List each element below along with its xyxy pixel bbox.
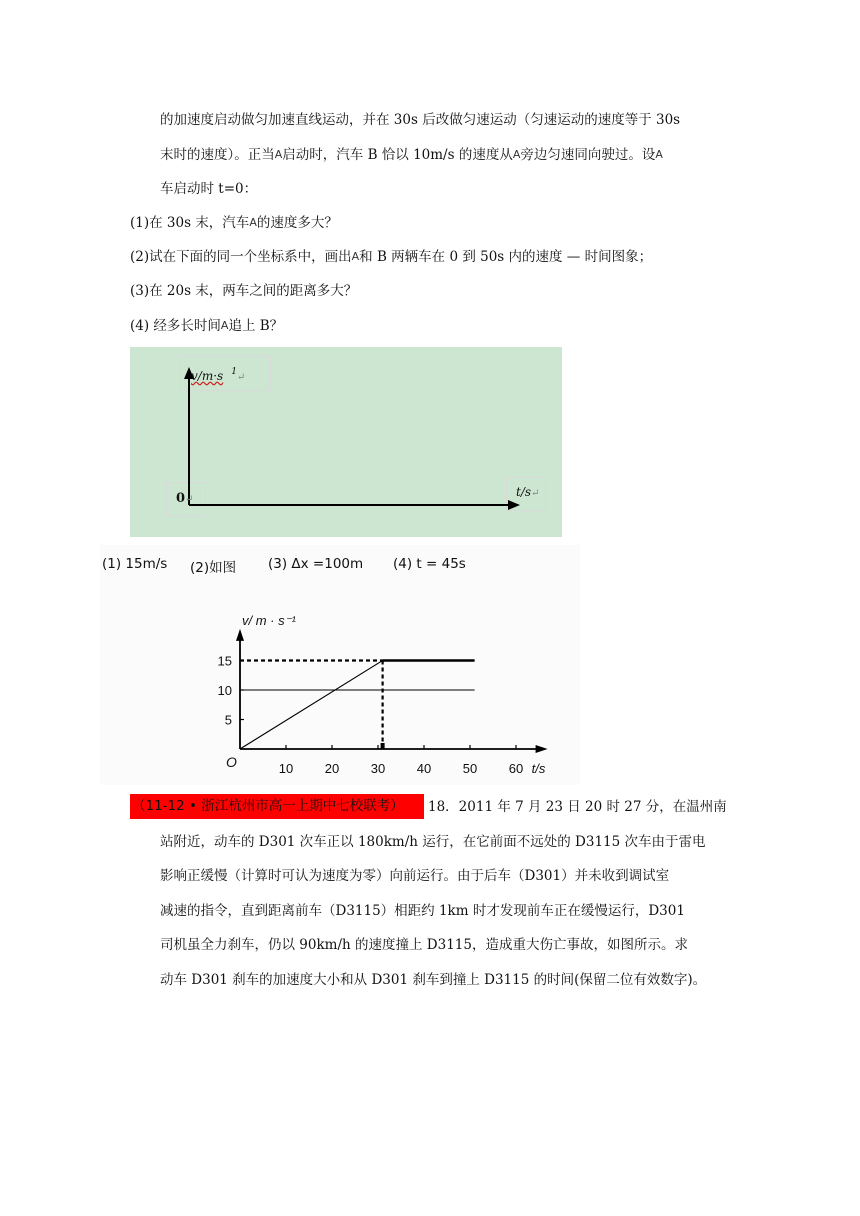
y-tick-label: 15 [217,653,232,669]
glyph-a: A [655,148,663,161]
problem-line-1-text: 的加速度启动做匀加速直线运动，并在 30s 后改做匀速运动（匀速运动的速度等于 30s [160,112,681,128]
x-tick-label: 20 [324,761,340,776]
return-mark: ↵ [236,372,246,383]
question-4-pre: (4) 经多长时间 [130,318,221,334]
problem-line-3 [160,180,257,198]
blank-origin-text: 0 [176,491,186,506]
source-tag: （11-12 • 浙江杭州市高一上期中七校联考） [130,794,424,819]
velocity-time-chart [200,605,600,805]
x-marker [381,743,385,749]
next-problem-line-2: 站附近，动车的 D301 次车正以 180km/h 运行，在它前面不远处的 D3115 次车由于雷电 [160,834,706,850]
next-problem-line-3: 影响正缓慢（计算时可认为速度为零）向前运行。由于后车（D301）并未收到调试室 [160,868,670,884]
y-tick-label: 5 [224,712,232,728]
blank-axes-panel [130,347,562,537]
x-tick-label: 40 [416,761,432,776]
next-problem-line-5: 司机虽全力刹车，仍以 90km/h 的速度撞上 D3115，造成重大伤亡事故，如图所示。求 [160,937,688,953]
problem-line-3-text: 车启动时 t=0： [160,181,258,197]
blank-x-label-text: t/s [516,485,532,499]
question-4 [130,317,283,335]
problem-line-2-a: 末时的速度）。正当 [160,147,275,163]
problem-line-2-c: 旁边匀速同向驶过。设 [520,147,656,163]
next-problem-line-4: 减速的指令，直到距离前车（D3115）相距约 1km 时才发现前车正在缓慢运行，D301 [160,903,685,919]
blank-y-label [191,367,245,383]
question-4-post: 追上 B？ [228,318,284,334]
problem-line-2-b: 启动时，汽车 B 恰以 10m/s 的速度从 [282,147,513,163]
answer-3: (3) Δx =100m [268,556,364,572]
origin-label: O [226,754,237,770]
question-2-pre: (2)试在下面的同一个坐标系中，画出 [130,249,352,265]
question-1-post: 的速度多大？ [256,215,338,231]
question-3-pre: (3)在 20s 末，两车之间的距离多大？ [130,283,358,299]
question-2-post: 和 B 两辆车在 0 到 50s 内的速度 — 时间图象； [359,249,653,265]
y-tick-label: 10 [217,683,232,698]
blank-y-label-text: v/m·s [191,369,224,383]
series-line [240,661,383,750]
x-tick-label: 50 [462,761,478,776]
y-axis-arrow [236,629,244,641]
problem-line-2 [160,146,663,164]
glyph-a: A [220,319,229,332]
blank-x-label: t/s↵ [516,485,540,499]
question-1 [130,214,338,232]
x-axis-arrow [508,500,520,510]
question-1-pre: (1)在 30s 末，汽车 [130,215,250,231]
problem-line-1 [160,111,680,129]
glyph-a: A [249,216,257,229]
blank-origin: 0↵ [176,491,194,506]
x-axis-arrow [536,745,548,753]
question-2 [130,248,652,266]
x-tick-label: 60 [508,761,524,776]
glyph-a: A [274,148,283,161]
next-problem-line-6: 动车 D301 刹车的加速度大小和从 D301 刹车到撞上 D3115 的时间(保留二位有效数字)。 [160,972,707,988]
x-axis-label: t/s [531,761,546,776]
x-tick-label: 10 [278,761,294,776]
x-tick-label: 30 [370,761,386,776]
glyph-a: A [512,148,521,161]
glyph-a: A [351,250,360,263]
answer-2: (2)如图 [190,560,237,576]
next-problem-line-1: 18．2011 年 7 月 23 日 20 时 27 分，在温州南 [428,799,727,815]
blank-y-sup: 1 [231,367,237,377]
answer-4: (4) t = 45s [393,556,466,572]
y-axis-label: v/ m · s⁻¹ [242,612,296,628]
answer-1: (1) 15m/s [102,556,168,572]
question-3 [130,282,357,300]
